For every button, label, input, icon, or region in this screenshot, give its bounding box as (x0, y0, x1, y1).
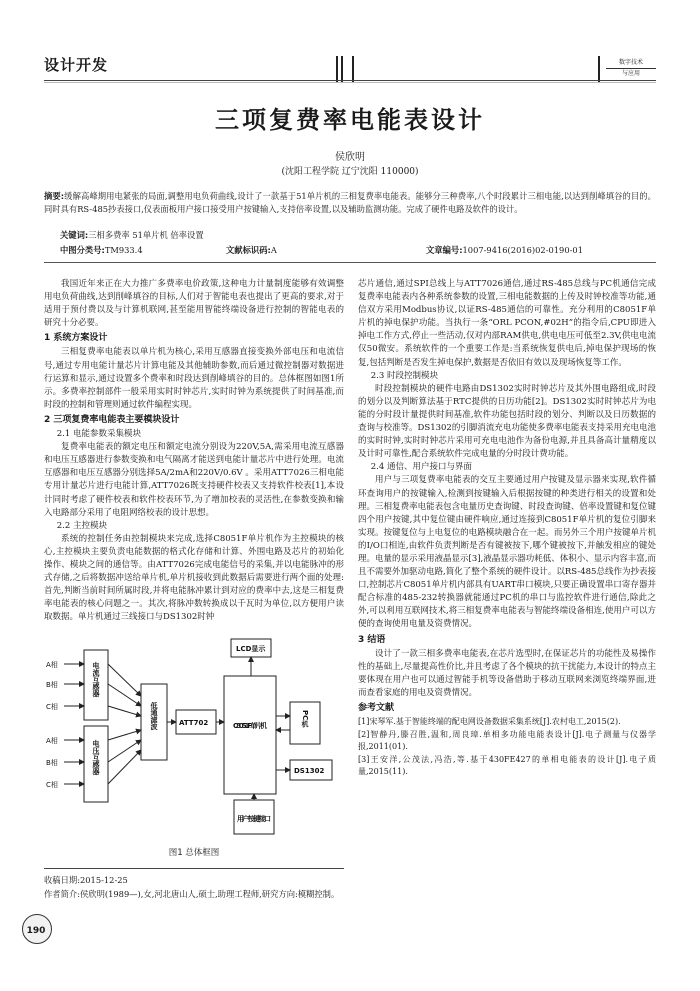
brand-line1: 数字技术 (606, 58, 656, 69)
left-column (44, 278, 344, 624)
block-diagram-svg (44, 636, 344, 844)
abstract-text: 缓解高峰期用电紧张的局面,调整用电负荷曲线,设计了一款基于51单片机的三相复费率电能表。能够分三种费率,八个时段累计三相电能,以达到削峰填谷的目的。同时具有RS-485抄表接口,仪表面板用户接口接受用户按键输入,支持倍率设置,以及辅助监测功能。完成了硬件电路及软件的设计。 (44, 191, 656, 214)
heading-2-3: 2.3 时段控制模块 (370, 370, 438, 381)
heading-2-4: 2.4 通信、用户接口与界面 (370, 462, 472, 473)
paragraph-3: 设计了一款三相多费率电能表,在芯片选型时,在保证芯片的功能性及易操作性的基础上,尽量提高性价比,并且考虑了各个模块的抗干扰能力,本设计的特点主要体现在用户也可以通过智能手机等设备借助于移动互联网来浏览终端界面,进而查看家庭的用电及资费情况。 (358, 648, 656, 698)
received-date: 收稿日期:2015-12-25 (44, 875, 128, 885)
figure-1-block-diagram (44, 636, 344, 844)
label-voltage-transformer: 电压互感器 (92, 740, 100, 775)
label-phase-a-2: A相 (46, 737, 58, 745)
paragraph-2-3: 时段控制模块的硬件电路由DS1302实时时钟芯片及其外围电路组成,时段的划分以及判断算法基于RTC提供的日历功能[2]。DS1302实时时钟芯片为电能的分时段计量提供时间基准,软件功能包括时段的划分、判断以及日历数据的查询与校准等。DS1302的引脚消流充电功能使多费率电能表支持采用充电电池的实时时钟,实时时钟芯片采用可充电电池作为备份电源,并且具备高计量精度以及计时可靠性,配合系统软件完成电量的分时段计费功能。 (358, 383, 656, 460)
heading-3: 3 结语 (358, 634, 386, 645)
author-bio: 作者简介:侯欣明(1989—),女,河北唐山人,硕士,助理工程师,研究方向:模糊控制。 (44, 889, 340, 899)
keywords-text: 三相多费率 51单片机 倍率设置 (88, 230, 204, 240)
clc-number: 中图分类号:TM933.4 (60, 245, 143, 255)
label-pc: PC机 (301, 710, 309, 728)
reference-3: [3]王安洋,公茂法,冯浩,等.基于430FE427的单相电能表的设计[J].电子质量,2015(11). (358, 754, 656, 777)
label-att-chip: ATT702 (179, 719, 209, 727)
journal-brand (606, 58, 656, 79)
label-current-transformer: 电流互感器 (92, 662, 100, 697)
article-number: 文章编号:1007-9416(2016)02-0190-01 (426, 245, 583, 255)
label-phase-c-1: C相 (46, 703, 58, 711)
paragraph-1: 三相复费率电能表以单片机为核心,采用互感器直接变换外部电压和电流信号,通过专用电能计量芯片计算电能及其他辅助参数,而后通过微控制器对数据进行运算和显示,通过设置多个费率和时段达到削峰填谷的目的。总体框图如图1所示。多费率控制部件一般采用实时时钟芯片,实时时钟为系统提供了时间基准,而时段的控制和管理则通过软件编程实现。 (44, 347, 344, 410)
intro-paragraph: 我国近年来正在大力推广多费率电价政策,这种电力计量制度能够有效调整用电负荷曲线,达到削峰填谷的目标,人们对于智能电表也提出了更高的要求,对于适用于预付费以及与计算机联网,甚至能用智能终端设备进行控制的智能电表的研究十分必要。 (44, 279, 344, 329)
author-affiliation: (沈阳工程学院 辽宁沈阳 110000) (281, 167, 419, 177)
label-lcd: LCD显示 (236, 645, 266, 653)
meta-rule (44, 262, 656, 263)
reference-1: [1]宋琴军.基于智能终端的配电网设备数据采集系统[J].农村电工,2015(2). (358, 717, 621, 727)
page-number: 190 (26, 926, 46, 936)
label-phase-a-1: A相 (46, 661, 58, 669)
brand-line2: 与应用 (621, 70, 640, 77)
reference-2: [2]智静丹,滕召胜,温和,周良璋.单相多功能电能表设计[J].电子测量与仪器学报,2011(01). (358, 729, 656, 752)
heading-1: 1 系统方案设计 (44, 333, 108, 344)
article-title: 三项复费率电能表设计 (215, 105, 485, 134)
header-rule (44, 80, 656, 81)
paragraph-2-2-continued: 芯片通信,通过SPI总线上与ATT7026通信,通过RS-485总线与PC机通信完成复费率电能表内各种系统参数的设置,三相电能数据的上传及时钟校准等功能,通信双方采用Modbus协议,以证RS-485通信的可靠性。充分利用的C8051F单片机的掉电保护功能。当执行一条“ORL PCON,#02H”的指令后,CPU即进入掉电工作方式,停止一些活动,仅对内部RAM供电,供电电压可低至2.3V,供电电流仅50微安。系统软件的一个重要工作是:当系统恢复供电后,掉电保护现场的恢复,包括判断是否发生掉电保护,数据是否依旧有效以及现场恢复等工作。 (358, 279, 656, 368)
label-phase-b-1: B相 (46, 681, 58, 689)
label-keypad: 用户按键接口 (237, 815, 271, 823)
header-rule-thin (44, 82, 656, 83)
heading-2: 2 三项复费率电能表主要模块设计 (44, 414, 180, 425)
footnote-rule (44, 868, 344, 869)
right-column (358, 278, 656, 779)
label-phase-b-2: B相 (46, 759, 58, 767)
label-mcu: C8051F单片机 (233, 722, 267, 730)
heading-2-2: 2.2 主控模块 (56, 520, 107, 531)
author-name: 侯欣明 (335, 152, 365, 163)
paragraph-2-4: 用户与三项复费率电能表的交互主要通过用户按键及显示器来实现,软件循环查询用户的按键输入,检测到按键输入后根据按键的种类进行相关的设置和处理。三相复费率电能表包含电量历史查询键、时段查询键、倍率设置键和复位键四个用户按键,其中复位键由硬件响应,通过连接到C8051F单片机的复位引脚来实现。按键复位与上电复位的电路模块融合在一起。而另外三个用户按键单片机的I/O口相连,由软件负责判断是否有键被按下,哪个键被按下,并触发相应的键处理。电量的显示采用液晶显示[3],液晶显示器功耗低、体积小、显示内容丰富,而且不需要外加驱动电路,简化了整个系统的硬件设计。以RS-485总线作为抄表接口,控制芯片C8051单片机内部具有UART串口模块,只要正确设置串口寄存器并配合标准的485-232转换器就能通过PC机的串口与监控软件进行通信,除此之外,可以利用互联网技术,将三相复费率电能表与智能终端设备相连,使用户可以方便的查询使用电量及资费情况。 (358, 475, 656, 630)
label-filter: 低通滤波 (150, 702, 158, 730)
label-phase-c-2: C相 (46, 781, 58, 789)
mcu-box (224, 676, 276, 794)
abstract-label: 摘要: (44, 191, 65, 201)
heading-2-1: 2.1 电能参数采集模块 (56, 429, 141, 440)
references-title: 参考文献 (358, 703, 395, 713)
document-code: 文献标识码:A (226, 245, 277, 255)
paragraph-2-1: 复费率电能表的额定电压和额定电流分别设为220V,5A,需采用电流互感器和电压互感器进行参数变换和电气隔离才能送到电能计量芯片中进行处理。电流互感器和电压互感器分别选择5A/2mA和220V/0.6V 。采用ATT7026三相电能专用计量芯片进行电能计算,ATT7026既支持硬件校表又支持软件校表[1],本设计同时考虑了硬件校表和软件校表环节,为了增加校表的灵活性,在参数变换和输入电路部分采用了电阻网络校表的设计思想。 (44, 442, 344, 518)
abstract (44, 190, 656, 216)
paragraph-2-2: 系统的控制任务由控制模块来完成,选择C8051F单片机作为主控模块的核心,主控模块主要负责电能数据的格式化存储和计算、外围电路及芯片的初始化操作、模块之间的通信等。由ATT7026完成电能信号的采集,并以电能脉冲的形式存储,之后将数据冲送给单片机,单片机接收到此数据后需要进行两个面的处理:首先,判断当前时间所属时段,并将电能脉冲累计到对应的费率中去,这是三相复费率电能表的核心问题之一。其次,将脉冲数转换成以千瓦时为单位,以方便用户读取数据。单片机通过三线接口与DS1302时钟 (44, 533, 344, 623)
section-label: 设计开发 (44, 56, 109, 74)
label-ds1302: DS1302 (294, 767, 325, 775)
keywords (60, 229, 204, 241)
figure-caption: 图1 总体框图 (168, 848, 220, 858)
keywords-label: 关键词: (60, 230, 89, 240)
